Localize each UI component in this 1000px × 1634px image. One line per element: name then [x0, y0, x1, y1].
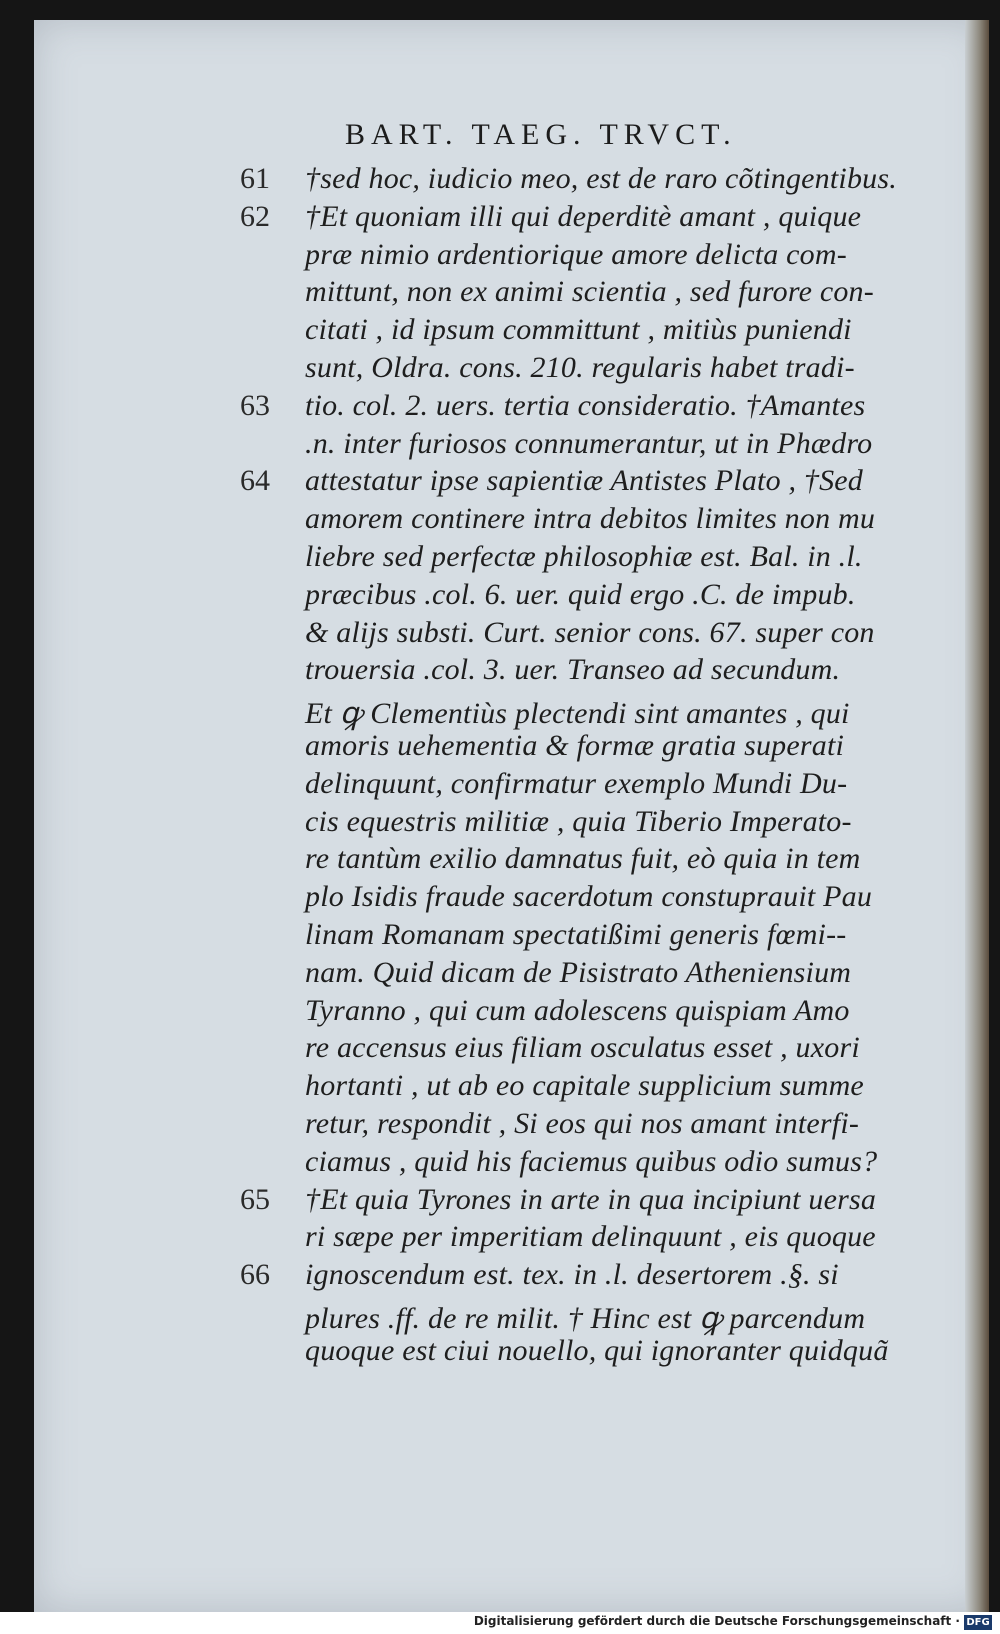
- dfg-logo: DFG: [964, 1615, 992, 1630]
- text-line: delinquunt, confirmatur exemplo Mundi Du-: [305, 766, 848, 800]
- footer-bar: [0, 1612, 1000, 1634]
- text-line: quoque est ciui nouello, qui ignoranter quidquã: [305, 1333, 889, 1367]
- margin-number: 66: [240, 1258, 270, 1292]
- text-line: retur, respondit , Si eos qui nos amant interfi-: [305, 1107, 860, 1140]
- text-line: †Et quoniam illi qui deperditè amant , quique: [305, 199, 862, 233]
- text-line: nam. Quid dicam de Pisistrato Atheniensium: [305, 955, 852, 989]
- text-line: ri sæpe per imperitiam delinquunt , eis quoque: [305, 1220, 876, 1254]
- footer-credit: Digitalisierung gefördert durch die Deutsche Forschungsgemeinschaft ·: [473, 1614, 960, 1628]
- text-line: re tantùm exilio damnatus fuit, eò quia in tem: [305, 842, 861, 876]
- text-line: præ nimio ardentiorique amore delicta com-: [305, 237, 847, 271]
- text-line: †Et quia Tyrones in arte in qua incipiunt uersa: [305, 1182, 877, 1216]
- text-line: plo Isidis fraude sacerdotum constuprauit Pau: [305, 880, 873, 914]
- text-line: †sed hoc, iudicio meo, est de raro cõtingentibus.: [305, 162, 897, 195]
- text-line: re accensus eius filiam osculatus esset , uxori: [305, 1031, 860, 1065]
- text-line: citati , id ipsum committunt , mitiùs puniendi: [305, 313, 852, 347]
- text-line: linam Romanam spectatißimi generis fœmi--: [305, 918, 847, 951]
- text-line: tio. col. 2. uers. tertia consideratio. †Amantes: [305, 388, 866, 422]
- text-line: sunt, Oldra. cons. 210. regularis habet tradi-: [305, 351, 855, 384]
- text-line: & alijs substi. Curt. senior cons. 67. super con: [305, 615, 875, 649]
- margin-number: 62: [240, 199, 270, 233]
- text-line: amoris uehementia & formæ gratia superati: [305, 729, 845, 762]
- margin-number: 64: [240, 464, 270, 498]
- text-line: cis equestris militiæ , quia Tiberio Imperato-: [305, 804, 852, 838]
- text-line: liebre sed perfectæ philosophiæ est. Bal. in .l.: [305, 540, 863, 573]
- text-line: hortanti , ut ab eo capitale supplicium summe: [305, 1069, 864, 1103]
- text-line: trouersia .col. 3. uer. Transeo ad secundum.: [305, 653, 841, 687]
- text-line: Et ꝙ Clementiùs plectendi sint amantes , qui: [305, 697, 850, 731]
- text-line: plures .ff. de re milit. † Hinc est ꝙ parcendum: [305, 1302, 866, 1335]
- margin-number: 63: [240, 388, 270, 422]
- text-line: ciamus , quid his faciemus quibus odio sumus?: [305, 1144, 878, 1178]
- text-line: ignoscendum est. tex. in .l. desertorem .§. si: [305, 1258, 839, 1292]
- running-header: BART. TAEG. TRVCT.: [345, 118, 737, 151]
- text-line: Tyranno , qui cum adolescens quispiam Amo: [305, 993, 850, 1027]
- text-line: .n. inter furiosos connumerantur, ut in Phædro: [305, 426, 873, 460]
- text-line: attestatur ipse sapientiæ Antistes Plato , †Sed: [305, 464, 863, 498]
- text-line: mittunt, non ex animi scientia , sed furore con-: [305, 275, 874, 309]
- margin-number: 61: [240, 162, 270, 195]
- margin-number: 65: [240, 1182, 270, 1216]
- text-line: amorem continere intra debitos limites non mu: [305, 502, 876, 536]
- text-line: præcibus .col. 6. uer. quid ergo .C. de impub.: [305, 577, 856, 611]
